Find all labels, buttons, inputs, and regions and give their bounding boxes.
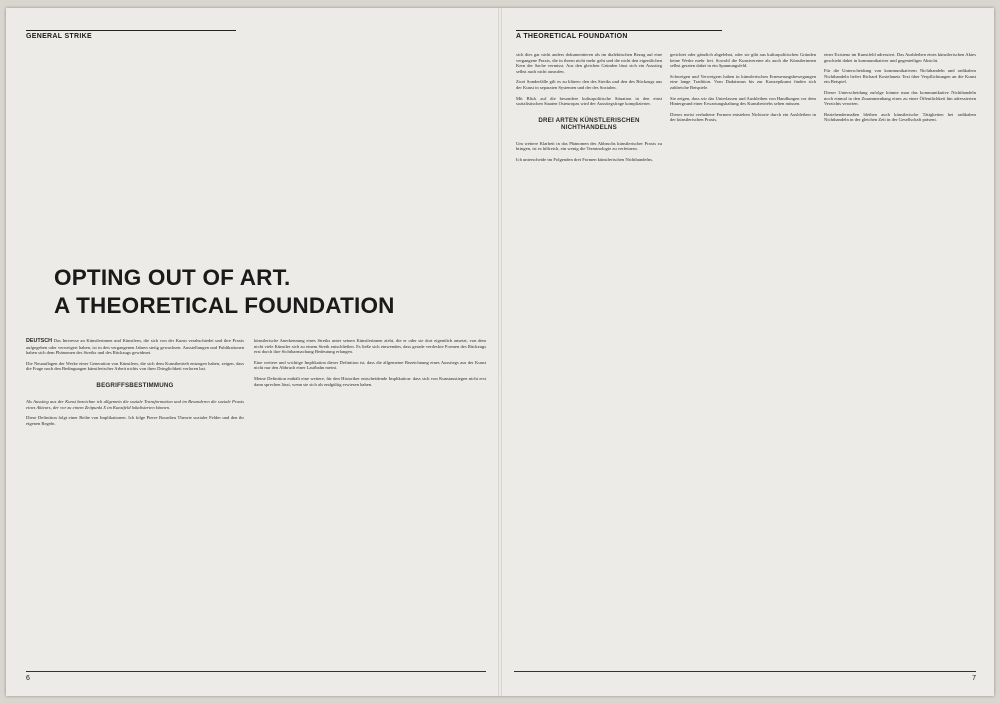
- paragraph: Eine weitere und wichtige Implikation dieser Definition ist, dass die allgemeine Bezeichnung eines Ausstiegs aus der Kunst nicht nur den Abbruch einer Laufbahn meint.: [254, 359, 486, 371]
- paragraph: künstlerische Anerkennung eines Streiks unter seinen Künstlerinnen zieht, die er oder sie dort eigentlich ansetzt, von dem nicht viele Künstler sich zu einem Streik entschließen. Es ließe sich einwenden, dass gerade verdeckte Formen des Rückzugs erst durch ihre Sichtbarmachung Bedeutung erlangen.: [254, 338, 486, 355]
- paragraph: Sie zeigen, dass wir das Unterlassen und Ausbleiben von Handlungen vor dem Hintergrund einer Erwartungshaltung des Kunstbetriebs sehen müssen.: [670, 95, 816, 107]
- title-line-2: A THEORETICAL FOUNDATION: [54, 293, 395, 318]
- paragraph: Meine Definition enthält eine weitere, für den Historiker entscheidende Implikation: dass sich von Kunstaustiegen nicht erst dann sprechen lässt, wenn sie sich als endgültig erwiesen haben.: [254, 375, 486, 387]
- text-column-5: [824, 52, 976, 666]
- paragraph: Die Neuauflagen der Werke einer Generation von Künstlern, die sich dem Kunstbetrieb entzogen haben, zeigen, dass die Frage nach den Bedingungen künstlerischer Arbeit nichts von ihrer Dringlichkeit verloren hat.: [26, 360, 244, 372]
- section-heading: DREI ARTEN KÜNSTLERISCHEN NICHTHANDELNS: [538, 116, 640, 131]
- running-head-right: A THEORETICAL FOUNDATION: [516, 30, 722, 45]
- text-column-3: [516, 52, 662, 666]
- left-page: [6, 8, 498, 696]
- paragraph: gerichtet oder gänzlich abgelehnt, oder sie gibt aus kulturpolitischen Gründen keine Werke mehr frei. Sowohl die Kunstvereine als auch die Künstlerinnen selbst geraten dabei in ein Spannungsfeld.: [670, 52, 816, 69]
- paragraph: Beziehendermaßen bleiben auch künstlerische Tätigkeiten bei radikalem Nichthandeln in der gleichen Zeit in der Gesellschaft präsent.: [824, 111, 976, 123]
- paragraph: Das Interesse an Künstlerinnen und Künstlern, die sich von der Kunst verabschiedet und ihre Praxis aufgegeben oder verweigert haben, ist in den vergangenen Jahren stetig gewachsen. Ausstellungen und Publikationen haben sich dem Phänomen des Streiks und des Rückzugs gewidmet.: [26, 338, 244, 356]
- paragraph: Diese Definition folgt einer Reihe von Implikationen. Ich folge Pierre Bourdieu Theorie sozialer Felder und den ihr eigenen Regeln.: [26, 415, 244, 426]
- right-page: [502, 8, 994, 696]
- text-column-4: [670, 52, 816, 666]
- article-title: [54, 264, 494, 320]
- paragraph: Ich unterscheide im Folgenden drei Formen künstlerischen Nichthandelns.: [516, 156, 654, 162]
- paragraph: Dieses meist verhaltene Formen entstehen Nichtorte durch ein Ausbleiben in der künstlerischen Praxis.: [670, 111, 816, 123]
- footer-rule-left: [26, 671, 486, 672]
- page-number-right: 7: [972, 675, 976, 682]
- text-column-1: [26, 338, 244, 666]
- section-heading: BEGRIFFSBESTIMMUNG: [96, 381, 174, 389]
- paragraph: Um weitere Klarheit in das Phänomen des Abbruchs künstlerischer Praxis zu bringen, ist es hilfreich, ein wenig die Terminologie zu verfeinern.: [516, 140, 662, 152]
- page-number-left: 6: [26, 675, 30, 682]
- language-lead: DEUTSCH: [26, 338, 53, 344]
- running-head-left: GENERAL STRIKE: [26, 30, 236, 45]
- paragraph: Als Ausstieg aus der Kunst bezeichne ich allgemein die soziale Transformation und im Besonderen die soziale Praxis eines Akteurs, der vor zu einem Zeitpunkt X im Kunstfeld lokalisierten können.: [26, 398, 244, 410]
- paragraph: sich dies gar nicht anders dokumentieren als im dialektischen Bezug auf eine vergangene Praxis, die in ihrem nicht mehr geht und die nicht den eigentlichen Kern der Sache vermisst. Aus den gleichen Gründen lässt sich ein Ausstieg selbst auch nicht ausrufen.: [516, 52, 662, 74]
- paragraph: Schweigen und Verweigern haben in künstlerischen Erneuerungsbewegungen eine lange Tradition. Vom Dadaismus bis zur Konzeptkunst finden sich zahlreiche Beispiele.: [670, 73, 816, 90]
- footer-rule-right: [514, 671, 976, 672]
- paragraph: Mit Blick auf die besondere kulturpolitische Situation in den einst sozialistischen Staaten Osteuropas wird der Ausstiegsfrage komplizierter.: [516, 95, 662, 107]
- paragraph: einer Existenz im Kunstfeld adressiert. Das Ausbleiben eines künstlerischen Aktes geschieht dabei in kommunikativer und gegenteiliger Absicht.: [824, 52, 976, 63]
- text-column-2: [254, 338, 486, 666]
- newspaper-spread: [6, 8, 994, 696]
- paragraph: Für die Unterscheidung von kommunikativem Nichthandeln und radikalem Nichthandeln liefert Richard Kostelanetz Text über Verpflichtungen an die Kunst ein Beispiel.: [824, 68, 976, 85]
- paragraph: Dieser Unterscheidung zufolge könnte man das kommunikative Nichthandeln noch einmal in den Zusammenhang eines zu einer Öffentlichkeit hin adressierten Verzichts verorten.: [824, 89, 976, 107]
- paragraph: Zwei Sonderfälle gilt es zu klären: den des Streiks und den des Rückzugs aus der Kunst in separaten Systemen und der des Sozialen.: [516, 79, 662, 90]
- title-line-1: OPTING OUT OF ART.: [54, 265, 291, 290]
